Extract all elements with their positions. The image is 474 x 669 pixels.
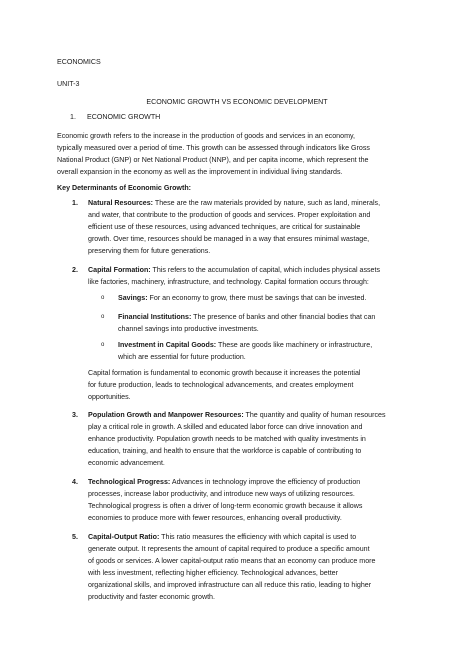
item-text-line: growth. Over time, resources should be managed in a way that ensures minimal wastage, [88, 235, 370, 244]
note-line: Capital formation is fundamental to economic growth because it increases the potential [88, 369, 361, 377]
item-text-line: with less investment, reflecting higher efficiency. Technological advances, better [88, 569, 338, 578]
item-text: The quantity and quality of human resources [243, 411, 386, 419]
section-title: ECONOMIC GROWTH [87, 113, 161, 121]
note-line: for future production, leads to technological advancements, and creates employment [88, 381, 354, 390]
bullet-icon: o [101, 295, 105, 301]
item-text-line: processes, increase labor productivity, and introduce new ways of utilizing resources. [88, 490, 355, 499]
item-text-line: like factories, machinery, infrastructure, and technology. Capital formation occurs through: [88, 278, 369, 287]
item-text-line: preserving them for future generations. [88, 247, 211, 256]
bullet-icon: o [101, 342, 105, 348]
item-label: Population Growth and Manpower Resources: [88, 411, 244, 419]
item-text-line: productivity and faster economic growth. [88, 593, 215, 602]
item-number: 3. [72, 411, 78, 419]
item-text: Advances in technology improve the efficiency of production [170, 478, 361, 486]
bullet-icon: o [101, 314, 105, 320]
item-number: 2. [72, 266, 78, 274]
unit-heading: UNIT-3 [57, 80, 80, 88]
item-text: This ratio measures the efficiency with which capital is used to [159, 533, 357, 541]
intro-line: Economic growth refers to the increase in the production of goods and services in an economy, [57, 132, 355, 140]
note-line: opportunities. [88, 393, 131, 402]
sub-item-label: Investment in Capital Goods: [118, 341, 217, 349]
item-text-line: economies to produce more with fewer resources, enhancing overall productivity. [88, 514, 342, 523]
item-text-line: Technological progress is often a driver of long-term economic growth because it allows [88, 502, 363, 511]
item-label: Natural Resources: [88, 199, 154, 207]
item-text-line: generate output. It represents the amount of capital required to produce a specific amount [88, 545, 370, 554]
item-label: Capital-Output Ratio: [88, 533, 160, 541]
item-label: Technological Progress: [88, 478, 171, 486]
section-number: 1. [70, 113, 76, 121]
sub-item-text: These are goods like machinery or infrastructure, [216, 341, 373, 349]
sub-item-text-line: channel savings into productive investments. [118, 325, 259, 334]
determinants-heading: Key Determinants of Economic Growth: [57, 184, 192, 192]
section-heading [70, 113, 160, 121]
item-text-line: enhance productivity. Population growth needs to be matched with quality investments in [88, 435, 366, 444]
item-text: This refers to the accumulation of capital, which includes physical assets [150, 266, 381, 274]
item-text-line: education, training, and health to ensure that the workforce is capable of contributing to [88, 447, 362, 456]
item-text: These are the raw materials provided by nature, such as land, minerals, [153, 199, 381, 207]
item-text-line: economic advancement. [88, 459, 165, 468]
item-number: 1. [72, 199, 78, 207]
capital-note-paragraph [88, 367, 360, 403]
item-label: Capital Formation: [88, 266, 151, 274]
sub-item-label: Financial Institutions: [118, 313, 192, 321]
item-text-line: of goods or services. A lower capital-output ratio means that an economy can produce more [88, 557, 376, 566]
sub-item-label: Savings: [118, 294, 148, 302]
intro-paragraph [57, 130, 370, 178]
sub-item-text: The presence of banks and other financial bodies that can [191, 313, 376, 321]
document-title: ECONOMIC GROWTH VS ECONOMIC DEVELOPMENT [146, 98, 328, 106]
intro-line: overall expansion in the economy as well as the improvement in individual living standards. [57, 168, 343, 177]
intro-line: National Product (GNP) or Net National Product (NNP), and per capita income, which represent the [57, 156, 369, 165]
item-number: 4. [72, 478, 78, 486]
item-number: 5. [72, 533, 78, 541]
item-text-line: play a critical role in growth. A skilled and educated labor force can drive innovation and [88, 423, 363, 432]
sub-item-text: For an economy to grow, there must be savings that can be invested. [147, 294, 367, 302]
intro-line: typically measured over a period of time. This growth can be assessed through indicators like Gross [57, 144, 370, 153]
sub-item-text-line: which are essential for future production. [118, 353, 246, 362]
item-text-line: and water, that contribute to the production of goods and services. Proper exploitation and [88, 211, 371, 220]
subject-heading: ECONOMICS [57, 58, 101, 66]
item-text-line: efficient use of these resources, using advanced techniques, are critical for sustainable [88, 223, 361, 232]
item-text-line: organizational skills, and improved infrastructure can all reduce this ratio, leading to higher [88, 581, 372, 590]
